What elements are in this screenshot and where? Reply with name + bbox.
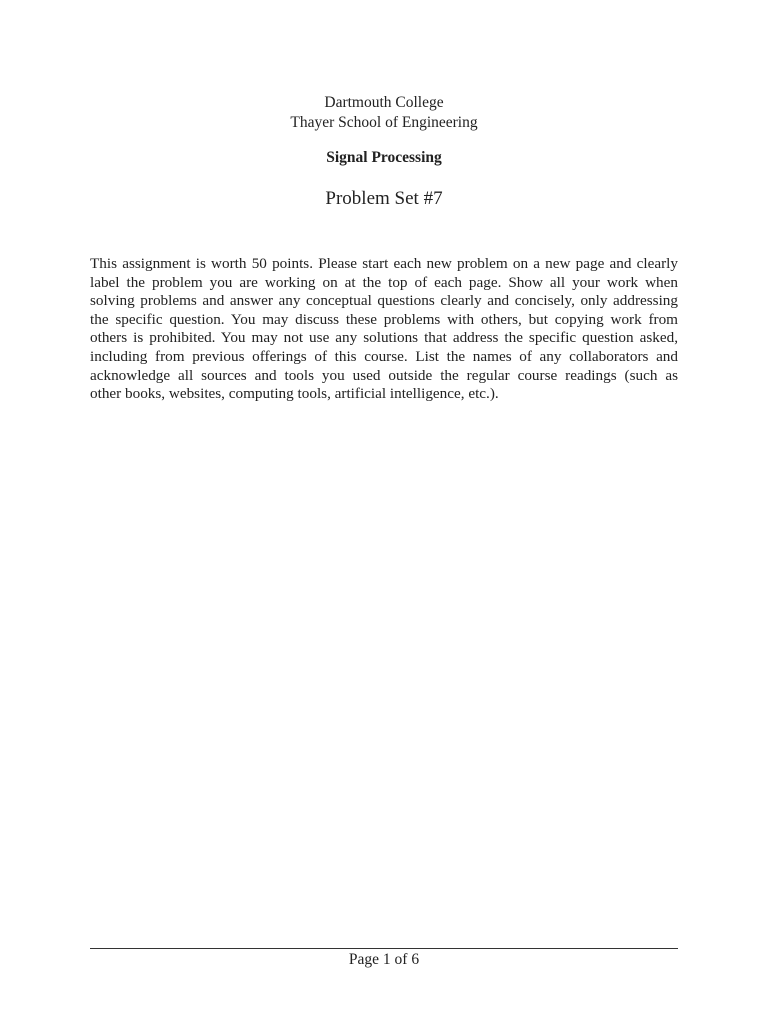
instructions-line: solving problems and answer any conceptual questions clearly and concisely, only addressing bbox=[90, 292, 678, 310]
instructions-line: including from previous offerings of this course. List the names of any collaborators and bbox=[90, 347, 678, 365]
institution-name: Dartmouth College bbox=[324, 94, 444, 111]
instructions-line: This assignment is worth 50 points. Please start each new problem on a new page and clearly bbox=[90, 255, 678, 272]
instructions-line: other books, websites, computing tools, artificial intelligence, etc.). bbox=[90, 385, 499, 403]
instructions-line: others is prohibited. You may not use any solutions that address the specific question asked, bbox=[90, 329, 678, 347]
institution-block bbox=[0, 93, 768, 133]
problem-set-title: Problem Set #7 bbox=[325, 188, 443, 209]
school-name: Thayer School of Engineering bbox=[290, 114, 478, 131]
instructions-line: acknowledge all sources and tools you used outside the regular course readings (such as bbox=[90, 366, 678, 384]
footer-divider bbox=[90, 948, 678, 949]
course-title: Signal Processing bbox=[326, 149, 442, 166]
instructions-line: label the problem you are working on at the top of each page. Show all your work when bbox=[90, 273, 678, 291]
page-number: Page 1 of 6 bbox=[348, 951, 420, 968]
instructions-paragraph bbox=[90, 255, 678, 404]
instructions-line: the specific question. You may discuss these problems with others, but copying work from bbox=[90, 310, 678, 328]
